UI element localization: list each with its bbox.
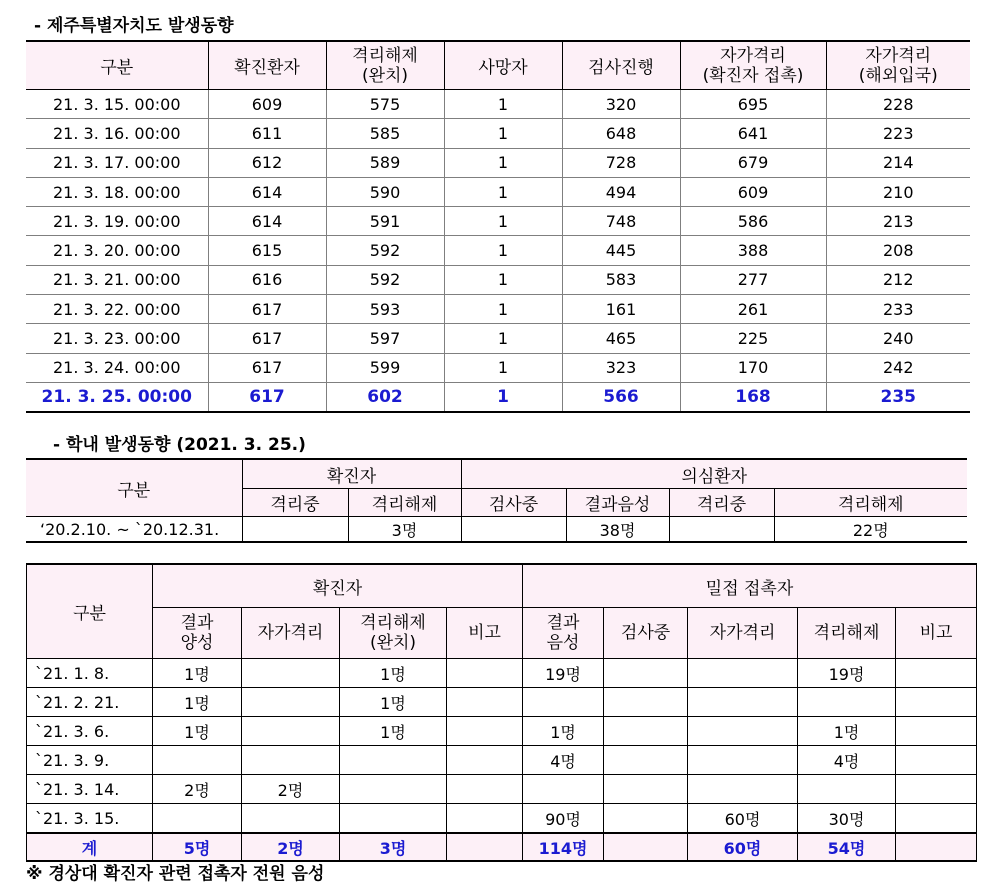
table-cell: [153, 804, 242, 834]
table-cell: [447, 775, 523, 804]
table-cell: [896, 717, 977, 746]
row-date: 21. 3. 15. 00:00: [26, 90, 208, 119]
table-cell: 590: [326, 177, 444, 206]
column-header: 결과 음성: [523, 608, 604, 659]
table-cell: 641: [680, 119, 826, 148]
table-cell: [340, 775, 447, 804]
table-cell: [340, 804, 447, 834]
table-row: [26, 207, 970, 236]
table-cell: 2명: [153, 775, 242, 804]
column-header: 자가격리: [688, 608, 798, 659]
table-cell: 4명: [523, 746, 604, 775]
table-cell: 233: [826, 295, 970, 324]
table-cell: 591: [326, 207, 444, 236]
table-cell: [798, 688, 896, 717]
total-label: 계: [27, 833, 153, 861]
table-cell: [242, 717, 340, 746]
table-cell: 494: [562, 177, 680, 206]
column-header: 비고: [896, 608, 977, 659]
row-date: 21. 3. 16. 00:00: [26, 119, 208, 148]
table-cell: 609: [680, 177, 826, 206]
table-cell: 90명: [523, 804, 604, 834]
table-cell: [688, 746, 798, 775]
total-cell: 54명: [798, 833, 896, 861]
footnote: ※ 경상대 확진자 관련 접촉자 전원 음성: [26, 864, 325, 884]
table-cell: 1명: [340, 688, 447, 717]
table-cell: [798, 775, 896, 804]
table-row: [27, 746, 977, 775]
column-header: 결과 양성: [153, 608, 242, 659]
table-cell: 695: [680, 90, 826, 119]
row-date: 21. 3. 18. 00:00: [26, 177, 208, 206]
table-cell: [242, 804, 340, 834]
table-cell: 2명: [242, 775, 340, 804]
row-date: `21. 1. 8.: [27, 659, 153, 688]
table-cell: 213: [826, 207, 970, 236]
table-row: [27, 804, 977, 834]
table-cell: 242: [826, 353, 970, 382]
table-cell: 614: [208, 207, 326, 236]
column-header: 자가격리 (확진자 접촉): [680, 41, 826, 90]
table-row: [26, 119, 970, 148]
table-cell: [604, 775, 688, 804]
table-row: [26, 148, 970, 177]
table-cell: 277: [680, 265, 826, 294]
table-cell: 1명: [153, 717, 242, 746]
table-cell: [688, 717, 798, 746]
table-cell: 615: [208, 236, 326, 265]
table-cell: 161: [562, 295, 680, 324]
contact-tracing-table: [26, 563, 977, 862]
table-cell: 1명: [340, 659, 447, 688]
table-cell: [669, 517, 774, 543]
column-header: 자가격리 (해외입국): [826, 41, 970, 90]
table-cell: 30명: [798, 804, 896, 834]
table-cell: 617: [208, 324, 326, 353]
table-cell: [896, 659, 977, 688]
table-cell: 611: [208, 119, 326, 148]
table-cell: 223: [826, 119, 970, 148]
table-cell: 614: [208, 177, 326, 206]
table-cell: [242, 659, 340, 688]
table-cell: 602: [326, 382, 444, 412]
table-cell: 648: [562, 119, 680, 148]
table-cell: 323: [562, 353, 680, 382]
table-cell: [447, 746, 523, 775]
column-header: 구분: [26, 41, 208, 90]
table-cell: 583: [562, 265, 680, 294]
total-cell: 60명: [688, 833, 798, 861]
table-cell: 225: [680, 324, 826, 353]
total-cell: [604, 833, 688, 861]
row-date: 21. 3. 24. 00:00: [26, 353, 208, 382]
table-row: [26, 295, 970, 324]
table-cell: 228: [826, 90, 970, 119]
jeju-status-table: [26, 40, 970, 413]
table-cell: 19명: [523, 659, 604, 688]
table-cell: 575: [326, 90, 444, 119]
table-cell: 1: [444, 90, 562, 119]
table-row: [27, 775, 977, 804]
table-cell: 679: [680, 148, 826, 177]
table-row: [26, 324, 970, 353]
column-header: 검사중: [604, 608, 688, 659]
row-date: `21. 3. 9.: [27, 746, 153, 775]
table-cell: [896, 804, 977, 834]
row-date: 21. 3. 23. 00:00: [26, 324, 208, 353]
table-cell: 1: [444, 148, 562, 177]
table-cell: 616: [208, 265, 326, 294]
table-cell: 60명: [688, 804, 798, 834]
table-cell: 617: [208, 382, 326, 412]
t2-suspected-group: 의심환자: [461, 459, 967, 489]
table-cell: 208: [826, 236, 970, 265]
t3-confirmed-group: 확진자: [153, 564, 523, 608]
table-cell: 465: [562, 324, 680, 353]
row-date: `21. 3. 15.: [27, 804, 153, 834]
total-cell: 114명: [523, 833, 604, 861]
total-cell: 2명: [242, 833, 340, 861]
table-cell: 168: [680, 382, 826, 412]
table-row: [27, 688, 977, 717]
table-cell: 38명: [566, 517, 669, 543]
table-cell: 1: [444, 177, 562, 206]
t3-category-header: 구분: [27, 564, 153, 659]
table-row: [26, 177, 970, 206]
table-cell: [242, 746, 340, 775]
table-cell: 3명: [348, 517, 461, 543]
table-row: [27, 717, 977, 746]
table-cell: 1명: [523, 717, 604, 746]
section2-title: - 학내 발생동향 (2021. 3. 25.): [53, 435, 306, 455]
table-cell: [688, 775, 798, 804]
table-cell: 1명: [153, 659, 242, 688]
table-cell: 1명: [153, 688, 242, 717]
table-cell: [153, 746, 242, 775]
table-cell: 388: [680, 236, 826, 265]
column-header: 검사진행: [562, 41, 680, 90]
table-row: [26, 382, 970, 412]
column-header: 격리해제: [348, 489, 461, 517]
table-cell: [447, 717, 523, 746]
table-cell: 1: [444, 265, 562, 294]
section1-title: - 제주특별자치도 발생동향: [34, 16, 234, 36]
table-cell: 566: [562, 382, 680, 412]
table-cell: [688, 688, 798, 717]
total-cell: [896, 833, 977, 861]
table-cell: 210: [826, 177, 970, 206]
table-cell: [688, 659, 798, 688]
table-cell: 592: [326, 236, 444, 265]
table-cell: 240: [826, 324, 970, 353]
table-cell: 1: [444, 353, 562, 382]
table-cell: 748: [562, 207, 680, 236]
table-cell: 22명: [774, 517, 967, 543]
row-period: ‘20.2.10. ~ `20.12.31.: [26, 517, 242, 543]
table-cell: 1: [444, 207, 562, 236]
table-cell: 235: [826, 382, 970, 412]
total-cell: [447, 833, 523, 861]
table-cell: 1명: [798, 717, 896, 746]
table-cell: [523, 688, 604, 717]
column-header: 자가격리: [242, 608, 340, 659]
column-header: 사망자: [444, 41, 562, 90]
t2-category-header: 구분: [26, 459, 242, 517]
row-date: 21. 3. 22. 00:00: [26, 295, 208, 324]
t2-confirmed-group: 확진자: [242, 459, 461, 489]
table-cell: [461, 517, 566, 543]
table-cell: 214: [826, 148, 970, 177]
total-cell: 3명: [340, 833, 447, 861]
table-row: [26, 90, 970, 119]
table-cell: [242, 688, 340, 717]
table-cell: [523, 775, 604, 804]
table-cell: 597: [326, 324, 444, 353]
table-cell: 1: [444, 382, 562, 412]
t3-contacts-group: 밀접 접촉자: [523, 564, 977, 608]
table-row: [26, 236, 970, 265]
table-cell: [447, 659, 523, 688]
table-row: [26, 265, 970, 294]
row-date: 21. 3. 19. 00:00: [26, 207, 208, 236]
table-cell: 585: [326, 119, 444, 148]
table-cell: 261: [680, 295, 826, 324]
row-date: `21. 3. 6.: [27, 717, 153, 746]
table-cell: 19명: [798, 659, 896, 688]
column-header: 격리해제: [774, 489, 967, 517]
table-cell: [447, 688, 523, 717]
table-row: [26, 353, 970, 382]
table-cell: 593: [326, 295, 444, 324]
table-cell: [604, 746, 688, 775]
row-date: 21. 3. 21. 00:00: [26, 265, 208, 294]
table-cell: 1: [444, 119, 562, 148]
campus-status-table: [26, 458, 967, 543]
column-header: 격리중: [242, 489, 348, 517]
row-date: `21. 3. 14.: [27, 775, 153, 804]
table-cell: 589: [326, 148, 444, 177]
column-header: 검사중: [461, 489, 566, 517]
column-header: 격리해제 (완치): [340, 608, 447, 659]
column-header: 격리중: [669, 489, 774, 517]
column-header: 확진환자: [208, 41, 326, 90]
table-cell: [604, 659, 688, 688]
row-date: `21. 2. 21.: [27, 688, 153, 717]
table-row: [27, 659, 977, 688]
table-cell: 1명: [340, 717, 447, 746]
table-cell: 320: [562, 90, 680, 119]
table-cell: [340, 746, 447, 775]
table-cell: 1: [444, 295, 562, 324]
table-cell: 1: [444, 236, 562, 265]
table-cell: 445: [562, 236, 680, 265]
total-row: [27, 833, 977, 861]
table-cell: 1: [444, 324, 562, 353]
row-date: 21. 3. 20. 00:00: [26, 236, 208, 265]
table-cell: 617: [208, 353, 326, 382]
table-cell: 586: [680, 207, 826, 236]
table-cell: 212: [826, 265, 970, 294]
table-cell: 4명: [798, 746, 896, 775]
row-date: 21. 3. 25. 00:00: [26, 382, 208, 412]
table-cell: 728: [562, 148, 680, 177]
total-cell: 5명: [153, 833, 242, 861]
table-cell: [604, 804, 688, 834]
table-cell: 617: [208, 295, 326, 324]
table-cell: [242, 517, 348, 543]
column-header: 격리해제: [798, 608, 896, 659]
table-cell: 170: [680, 353, 826, 382]
column-header: 결과음성: [566, 489, 669, 517]
table-cell: [896, 688, 977, 717]
table-cell: 599: [326, 353, 444, 382]
table-cell: [604, 717, 688, 746]
column-header: 격리해제 (완치): [326, 41, 444, 90]
table-cell: [896, 746, 977, 775]
table-cell: 609: [208, 90, 326, 119]
table-cell: [447, 804, 523, 834]
table-cell: [896, 775, 977, 804]
column-header: 비고: [447, 608, 523, 659]
table-cell: 612: [208, 148, 326, 177]
table-cell: 592: [326, 265, 444, 294]
row-date: 21. 3. 17. 00:00: [26, 148, 208, 177]
table-cell: [604, 688, 688, 717]
